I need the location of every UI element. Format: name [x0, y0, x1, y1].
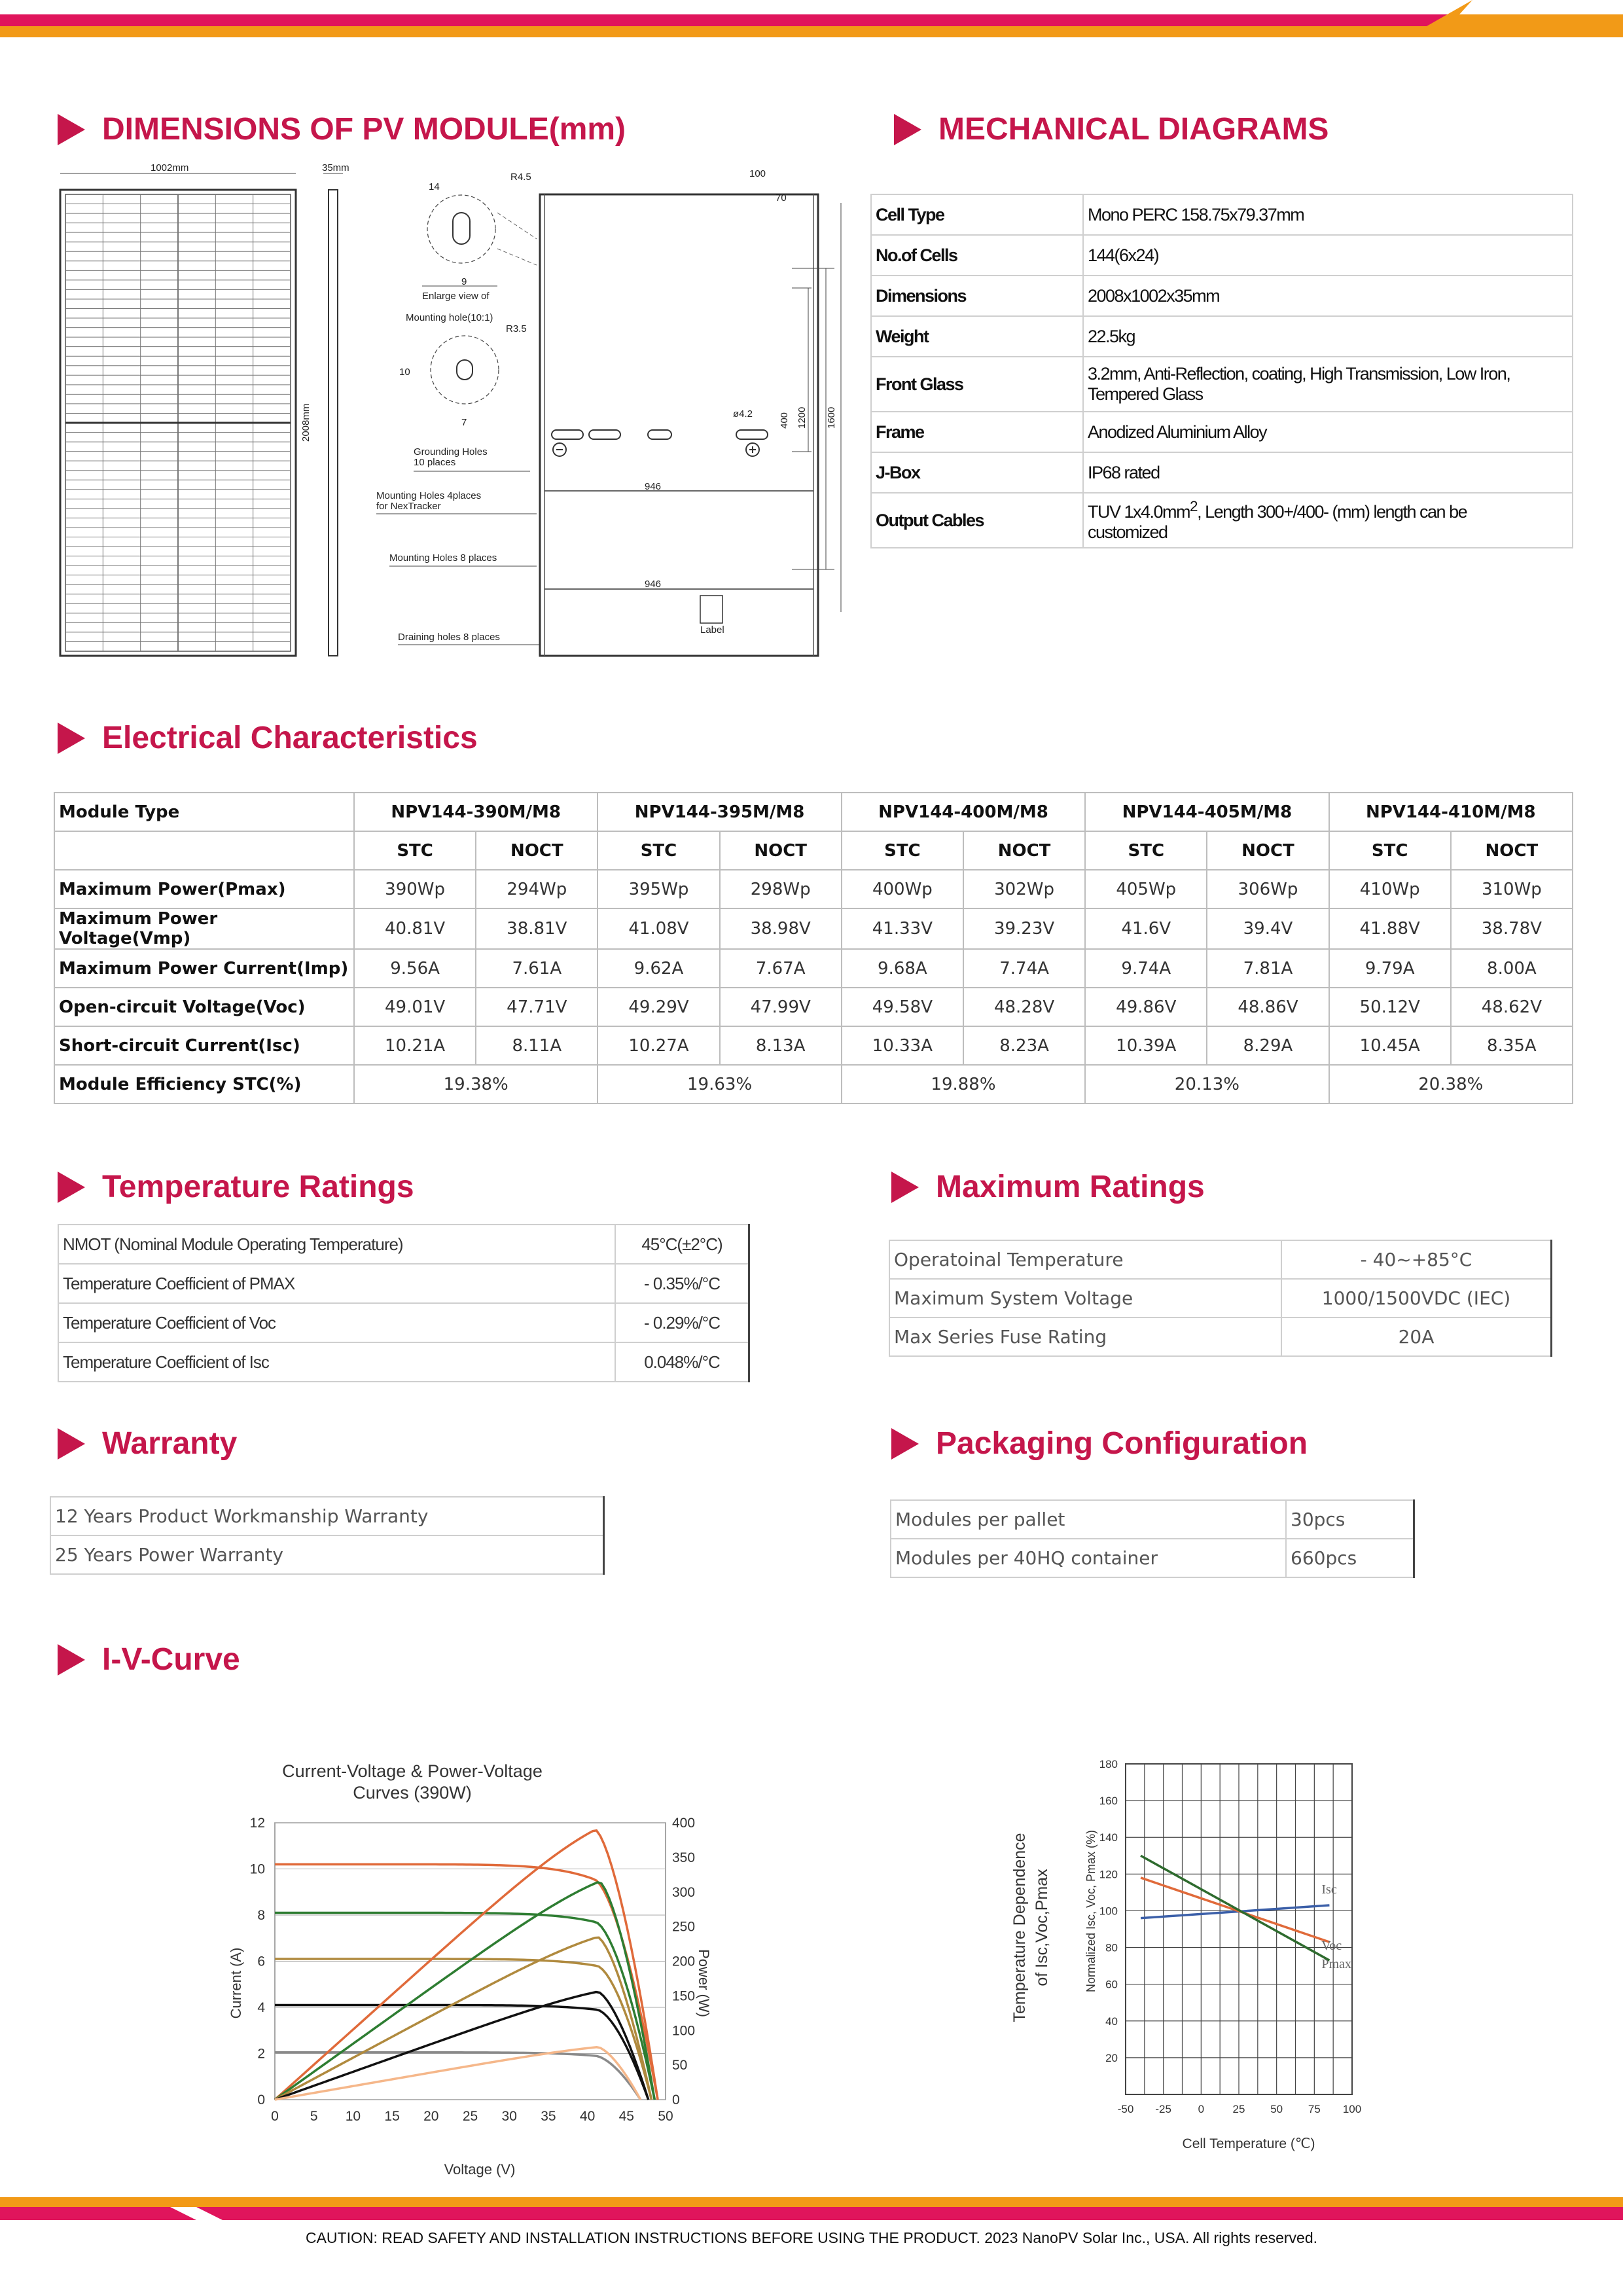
temp-value: 45°C(±2°C): [615, 1225, 749, 1264]
iv-xlabel: Voltage (V): [444, 2161, 516, 2178]
dim-height-label: 2008mm: [300, 403, 312, 442]
maximum-table: [889, 1240, 1552, 1357]
temperature-heading: Temperature Ratings: [58, 1169, 414, 1205]
packaging-key: Modules per pallet: [891, 1500, 1286, 1539]
elec-value: 7.81A: [1207, 949, 1329, 988]
elec-value: 298Wp: [720, 870, 842, 908]
max-key: Operatoinal Temperature: [889, 1240, 1281, 1279]
noct-header: NOCT: [1451, 831, 1573, 870]
temp-key: Temperature Coefficient of PMAX: [58, 1264, 615, 1303]
elec-value: 38.98V: [720, 908, 842, 949]
elec-value: 8.23A: [963, 1026, 1085, 1065]
elec-value: 49.29V: [597, 988, 719, 1026]
elec-value: 9.74A: [1085, 949, 1207, 988]
temp-xtick-label: -50: [1117, 2103, 1134, 2115]
warranty-row: [50, 1535, 604, 1574]
mech-row: [871, 452, 1573, 493]
r35-label: R3.5: [506, 323, 527, 334]
d946b-label: 946: [645, 579, 662, 590]
iv-y2label: Power (W): [696, 1949, 712, 2017]
grounding-label: Grounding Holes: [414, 446, 488, 457]
elec-value: 405Wp: [1085, 870, 1207, 908]
packaging-table: [890, 1499, 1415, 1578]
max-row: [889, 1240, 1552, 1279]
footer-caution: CAUTION: READ SAFETY AND INSTALLATION INSTRUCTIONS BEFORE USING THE PRODUCT. 2023 NanoPV Solar Inc., USA. All rights reserved.: [305, 2229, 1318, 2246]
efficiency-value: 19.88%: [842, 1065, 1085, 1103]
mech-row: [871, 316, 1573, 357]
iv-ytick-label: 12: [249, 1816, 265, 1831]
temp-xtick-label: 100: [1342, 2103, 1362, 2115]
packaging-heading: Packaging Configuration: [891, 1426, 1308, 1462]
elec-value: 47.99V: [720, 988, 842, 1026]
mech-value: 2008x1002x35mm: [1083, 276, 1573, 316]
mech-key: J-Box: [871, 452, 1083, 493]
iv-xtick-label: 45: [618, 2109, 634, 2124]
mechanical-heading: MECHANICAL DIAGRAMS: [894, 111, 1329, 147]
elec-value: 10.33A: [842, 1026, 963, 1065]
d9-label: 9: [461, 276, 467, 287]
temp-row: [58, 1225, 749, 1264]
warranty-row: [50, 1497, 604, 1535]
d10-label: 10: [399, 367, 410, 378]
elec-value: 306Wp: [1207, 870, 1329, 908]
iv-chart: [216, 1754, 740, 2186]
elec-value: 48.28V: [963, 988, 1085, 1026]
elec-row: [54, 988, 1573, 1026]
temp-key: Temperature Coefficient of Voc: [58, 1303, 615, 1342]
model-header: NPV144-395M/M8: [597, 793, 841, 831]
temp-xtick-label: 50: [1270, 2103, 1283, 2115]
temp-xlabel: Cell Temperature (℃): [1182, 2136, 1315, 2151]
packaging-table-wrap: [890, 1499, 1415, 1578]
iv-xtick-label: 35: [541, 2109, 556, 2124]
temp-dependence-chart: [995, 1741, 1400, 2166]
draining-label: Draining holes 8 places: [398, 632, 500, 643]
enlarge-label: Enlarge view of: [422, 291, 490, 302]
model-header: NPV144-410M/M8: [1329, 793, 1573, 831]
temp-row: [58, 1303, 749, 1342]
iv-xtick-label: 40: [579, 2109, 596, 2124]
stc-header: STC: [1329, 831, 1451, 870]
output-cables-line1: [1088, 498, 1568, 522]
temp-xtick-label: 75: [1308, 2103, 1321, 2115]
elec-value: 48.86V: [1207, 988, 1329, 1026]
elec-value: 38.78V: [1451, 908, 1573, 949]
elec-value: 8.13A: [720, 1026, 842, 1065]
stc-header: STC: [597, 831, 719, 870]
max-value: 20A: [1281, 1318, 1552, 1356]
efficiency-value: 20.38%: [1329, 1065, 1573, 1103]
elec-value: 310Wp: [1451, 870, 1573, 908]
dimensions-heading: DIMENSIONS OF PV MODULE(mm): [58, 111, 626, 147]
iv-chart-title: Current-Voltage & Power-Voltage: [282, 1761, 543, 1781]
iv-ytick-label: 2: [257, 2046, 265, 2062]
elec-row-label: Open-circuit Voltage(Voc): [54, 988, 354, 1026]
grounding2-label: 10 places: [414, 457, 456, 468]
packaging-value: 660pcs: [1286, 1539, 1414, 1577]
elec-value: 9.56A: [354, 949, 476, 988]
iv-current-curve: [275, 1864, 658, 2100]
stc-header: STC: [354, 831, 476, 870]
temp-ytick-label: 20: [1105, 2051, 1118, 2064]
elec-value: 410Wp: [1329, 870, 1451, 908]
blank-cell: [54, 831, 354, 870]
maximum-heading: Maximum Ratings: [891, 1169, 1205, 1205]
output-cables-sup: 2: [1190, 498, 1198, 514]
temp-value: - 0.35%/°C: [615, 1264, 749, 1303]
efficiency-value: 19.63%: [597, 1065, 841, 1103]
iv-y2tick-label: 150: [672, 1988, 696, 2004]
elec-value: 48.62V: [1451, 988, 1573, 1026]
noct-header: NOCT: [1207, 831, 1329, 870]
temp-value: - 0.29%/°C: [615, 1303, 749, 1342]
output-cables-text-b: , Length 300+/400- (mm) length can be: [1197, 502, 1467, 522]
elec-value: 9.68A: [842, 949, 963, 988]
mech-key: Dimensions: [871, 276, 1083, 316]
warranty-table: [50, 1496, 605, 1575]
elec-header-row: [54, 793, 1573, 831]
iv-heading: I-V-Curve: [58, 1641, 240, 1677]
max-value: 1000/1500VDC (IEC): [1281, 1279, 1552, 1318]
warranty-item: 12 Years Product Workmanship Warranty: [50, 1497, 604, 1535]
maximum-table-wrap: [889, 1240, 1552, 1357]
iv-y2tick-label: 350: [672, 1850, 696, 1865]
model-header: NPV144-390M/M8: [354, 793, 597, 831]
efficiency-label: Module Efficiency STC(%): [54, 1065, 354, 1103]
stc-header: STC: [1085, 831, 1207, 870]
temp-xtick-label: 25: [1232, 2103, 1245, 2115]
iv-chart-subtitle: Curves (390W): [353, 1783, 472, 1803]
elec-value: 10.45A: [1329, 1026, 1451, 1065]
iv-xtick-label: 10: [345, 2109, 361, 2124]
mech-key: Output Cables: [871, 493, 1083, 548]
noct-header: NOCT: [476, 831, 597, 870]
iv-xtick-label: 15: [384, 2109, 400, 2124]
model-header: NPV144-400M/M8: [842, 793, 1085, 831]
iv-y2tick-label: 200: [672, 1954, 696, 1969]
efficiency-value: 19.38%: [354, 1065, 597, 1103]
iv-xtick-label: 0: [271, 2109, 279, 2124]
iv-xtick-label: 25: [462, 2109, 478, 2124]
iv-xtick-label: 50: [658, 2109, 673, 2124]
temperature-table: [58, 1224, 750, 1382]
elec-value: 41.88V: [1329, 908, 1451, 949]
triangle-icon: [58, 1644, 85, 1676]
elec-value: 41.08V: [597, 908, 719, 949]
elec-row-label: Maximum Power Current(Imp): [54, 949, 354, 988]
temp-ytick-label: 180: [1099, 1758, 1118, 1770]
iv-y2tick-label: 50: [672, 2058, 688, 2073]
electrical-table-wrap: [54, 792, 1573, 1104]
temp-series-label: Isc: [1321, 1882, 1337, 1897]
temp-key: Temperature Coefficient of Isc: [58, 1342, 615, 1382]
mech-value: Mono PERC 158.75x79.37mm: [1083, 194, 1573, 235]
elec-value: 10.27A: [597, 1026, 719, 1065]
temp-ytick-label: 80: [1105, 1941, 1118, 1954]
iv-y2tick-label: 0: [672, 2092, 680, 2108]
temp-ytick-label: 160: [1099, 1795, 1118, 1808]
temp-ytick-label: 120: [1099, 1868, 1118, 1881]
max-key: Maximum System Voltage: [889, 1279, 1281, 1318]
mech-row: [871, 276, 1573, 316]
warranty-item: 25 Years Power Warranty: [50, 1535, 604, 1574]
warranty-heading: Warranty: [58, 1426, 237, 1462]
bottom-banner: [0, 2194, 1623, 2233]
nextracker-label: Mounting Holes 4places: [376, 490, 482, 501]
mech-key: Cell Type: [871, 194, 1083, 235]
temp-side-label-2: of Isc,Voc,Pmax: [1033, 1869, 1051, 1986]
temp-row: [58, 1264, 749, 1303]
temp-ytick-label: 100: [1099, 1905, 1118, 1918]
elec-subheader-row: [54, 831, 1573, 870]
iv-xtick-label: 20: [423, 2109, 439, 2124]
elec-value: 50.12V: [1329, 988, 1451, 1026]
mech-row: [871, 357, 1573, 412]
temp-ytick-label: 140: [1099, 1831, 1118, 1844]
temp-value: 0.048%/°C: [615, 1342, 749, 1382]
temp-key: NMOT (Nominal Module Operating Temperature): [58, 1225, 615, 1264]
triangle-icon: [58, 1172, 85, 1203]
d1200-label: 1200: [796, 406, 808, 429]
max-value: - 40~+85°C: [1281, 1240, 1552, 1279]
output-cables-text: TUV 1x4.0mm: [1088, 502, 1190, 522]
mechanical-table: [870, 194, 1573, 548]
module-type-label: Module Type: [54, 793, 354, 831]
triangle-icon: [891, 1172, 919, 1203]
noct-header: NOCT: [963, 831, 1085, 870]
mech-value: [1083, 357, 1573, 412]
elec-value: 39.4V: [1207, 908, 1329, 949]
elec-row-label: Maximum Power Voltage(Vmp): [54, 908, 354, 949]
mech-value: 144(6x24): [1083, 235, 1573, 276]
efficiency-row: [54, 1065, 1573, 1103]
iv-ytick-label: 6: [257, 1954, 265, 1969]
panel-back-view: [540, 194, 818, 656]
d7-label: 7: [461, 417, 467, 428]
d100-label: 100: [749, 168, 766, 179]
packaging-key: Modules per 40HQ container: [891, 1539, 1286, 1577]
max-key: Max Series Fuse Rating: [889, 1318, 1281, 1356]
dim-depth-label: 35mm: [322, 162, 349, 173]
d14-label: 14: [429, 181, 440, 192]
temp-side-label-1: Temperature Dependence: [1010, 1833, 1029, 2022]
d400-label: 400: [779, 412, 790, 429]
elec-value: 9.62A: [597, 949, 719, 988]
elec-value: 8.35A: [1451, 1026, 1573, 1065]
model-header: NPV144-405M/M8: [1085, 793, 1329, 831]
elec-value: 41.6V: [1085, 908, 1207, 949]
triangle-icon: [58, 1428, 85, 1460]
iv-ylabel: Current (A): [228, 1947, 244, 2019]
packaging-value: 30pcs: [1286, 1500, 1414, 1539]
electrical-table: [54, 792, 1573, 1104]
d70-label: 70: [776, 192, 787, 204]
front-glass-line1: 3.2mm, Anti-Reflection, coating, High Transmission, Low Iron,: [1088, 364, 1510, 384]
elec-value: 390Wp: [354, 870, 476, 908]
iv-y2tick-label: 400: [672, 1816, 696, 1831]
nextracker2-label: for NexTracker: [376, 501, 441, 512]
iv-ytick-label: 0: [257, 2092, 265, 2108]
max-row: [889, 1279, 1552, 1318]
temp-ytick-label: 60: [1105, 1978, 1118, 1991]
elec-value: 40.81V: [354, 908, 476, 949]
mech-value: IP68 rated: [1083, 452, 1573, 493]
elec-value: 49.86V: [1085, 988, 1207, 1026]
mech-key: Frame: [871, 412, 1083, 452]
elec-value: 8.00A: [1451, 949, 1573, 988]
elec-row-label: Short-circuit Current(Isc): [54, 1026, 354, 1065]
elec-row: [54, 1026, 1573, 1065]
elec-value: 10.21A: [354, 1026, 476, 1065]
mech-value: 22.5kg: [1083, 316, 1573, 357]
elec-value: 8.11A: [476, 1026, 597, 1065]
packaging-row: [891, 1500, 1414, 1539]
mounting-hole-label: Mounting hole(10:1): [406, 312, 493, 323]
mounting8-label: Mounting Holes 8 places: [389, 552, 497, 564]
iv-xtick-label: 30: [501, 2109, 517, 2124]
elec-value: 8.29A: [1207, 1026, 1329, 1065]
iv-y2tick-label: 250: [672, 1919, 696, 1935]
dim-width-label: 1002mm: [151, 162, 189, 173]
phi-label: ø4.2: [733, 408, 753, 420]
stc-header: STC: [842, 831, 963, 870]
elec-value: 9.79A: [1329, 949, 1451, 988]
front-glass-line2: Tempered Glass: [1088, 384, 1203, 404]
temperature-table-wrap: [58, 1224, 750, 1382]
elec-row: [54, 870, 1573, 908]
top-banner: [0, 0, 1623, 46]
mech-row: [871, 194, 1573, 235]
temp-xtick-label: -25: [1155, 2103, 1171, 2115]
mech-key: Front Glass: [871, 357, 1083, 412]
temp-xtick-label: 0: [1198, 2103, 1205, 2115]
elec-value: 38.81V: [476, 908, 597, 949]
r45-label: R4.5: [510, 171, 531, 183]
iv-y2tick-label: 300: [672, 1884, 696, 1900]
iv-y2tick-label: 100: [672, 2023, 696, 2039]
triangle-icon: [891, 1428, 919, 1460]
mech-value: Anodized Aluminium Alloy: [1083, 412, 1573, 452]
elec-value: 41.33V: [842, 908, 963, 949]
temp-ytick-label: 40: [1105, 2015, 1118, 2028]
mech-value: [1083, 493, 1573, 548]
iv-ytick-label: 4: [257, 2000, 265, 2015]
temp-ylabel: Normalized Isc, Voc, Pmax (%): [1084, 1829, 1097, 1993]
efficiency-value: 20.13%: [1085, 1065, 1329, 1103]
d1600-label: 1600: [826, 406, 837, 429]
elec-value: 39.23V: [963, 908, 1085, 949]
warranty-table-wrap: [50, 1496, 605, 1575]
elec-row: [54, 908, 1573, 949]
module-drawing: [52, 160, 851, 671]
elec-value: 7.67A: [720, 949, 842, 988]
triangle-icon: [58, 114, 85, 145]
electrical-heading: Electrical Characteristics: [58, 720, 478, 756]
d946a-label: 946: [645, 481, 662, 492]
temp-series-label: Voc: [1321, 1939, 1342, 1954]
iv-ytick-label: 8: [257, 1908, 265, 1923]
packaging-row: [891, 1539, 1414, 1577]
elec-value: 400Wp: [842, 870, 963, 908]
elec-value: 49.58V: [842, 988, 963, 1026]
mech-key: Weight: [871, 316, 1083, 357]
mech-key: No.of Cells: [871, 235, 1083, 276]
elec-value: 49.01V: [354, 988, 476, 1026]
iv-xtick-label: 5: [310, 2109, 318, 2124]
output-cables-line2: customized: [1088, 522, 1168, 542]
elec-value: 7.74A: [963, 949, 1085, 988]
mech-row: [871, 412, 1573, 452]
panel-side-view: [329, 190, 338, 656]
noct-header: NOCT: [720, 831, 842, 870]
elec-value: 395Wp: [597, 870, 719, 908]
temp-row: [58, 1342, 749, 1382]
mechanical-table-wrap: [870, 194, 1573, 548]
elec-row-label: Maximum Power(Pmax): [54, 870, 354, 908]
elec-value: 294Wp: [476, 870, 597, 908]
mech-row: [871, 235, 1573, 276]
temp-series-label: Pmax: [1321, 1957, 1351, 1972]
triangle-icon: [894, 114, 921, 145]
max-row: [889, 1318, 1552, 1356]
triangle-icon: [58, 723, 85, 754]
iv-power-curve: [275, 1937, 652, 2100]
elec-value: 302Wp: [963, 870, 1085, 908]
temp-series-line: [1141, 1878, 1329, 1942]
iv-ytick-label: 10: [249, 1861, 265, 1877]
elec-value: 7.61A: [476, 949, 597, 988]
panel-front-view: [60, 190, 296, 656]
elec-row: [54, 949, 1573, 988]
elec-value: 10.39A: [1085, 1026, 1207, 1065]
mech-row: [871, 493, 1573, 548]
elec-value: 47.71V: [476, 988, 597, 1026]
label-box-label: Label: [700, 624, 724, 636]
